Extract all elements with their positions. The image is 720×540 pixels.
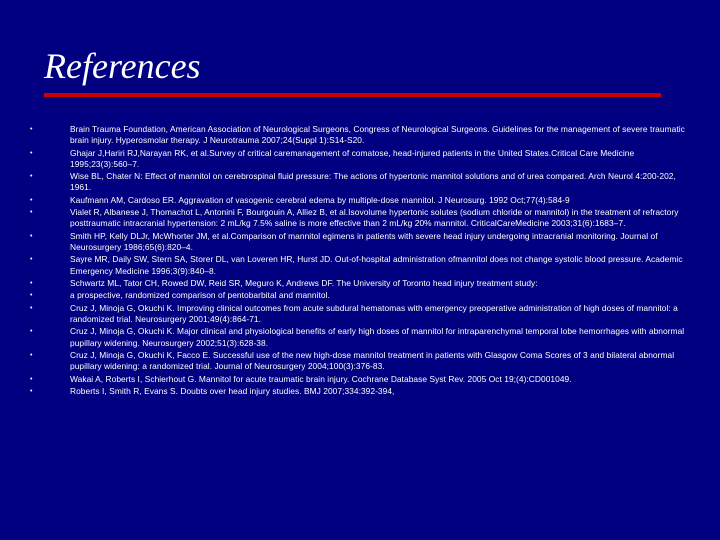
bullet-icon: •: [30, 256, 33, 264]
reference-text: Brain Trauma Foundation, American Association of Neurological Surgeons, Congress of Neurological Surgeons. Guidelines for the management of severe traumatic brain injury. Hyperosmolar therapy. J Neurotrauma 2007;24(Suppl 1):S14-S20.: [70, 124, 685, 146]
reference-text: Sayre MR, Daily SW, Stern SA, Storer DL, van Loveren HR, Hurst JD. Out-of-hospital administration ofmannitol does not change systolic blood pressure. Academic Emergency Medicine 1996;3(9):840–8.: [70, 254, 683, 276]
bullet-icon: •: [30, 387, 33, 395]
reference-text: Cruz J, Minoja G, Okuchi K, Facco E. Successful use of the new high-dose mannitol treatment in patients with Glasgow Coma Scores of 3 and bilateral abnormal pupillary widening: a randomized trial. Journal of Neurosurgery 2004;100(3):376-83.: [70, 349, 675, 372]
bullet-icon: •: [30, 209, 33, 217]
reference-text: Cruz J, Minoja G, Okuchi K. Improving clinical outcomes from acute subdural hematomas with emergency preoperative administration of high doses of mannitol: a randomized trial. Neurosurgery 2001;49(4):864-71.: [70, 302, 678, 324]
reference-item: [30, 124, 690, 146]
bullet-icon: •: [30, 149, 33, 157]
bullet-icon: •: [30, 173, 33, 181]
bullet-icon: •: [30, 126, 33, 133]
title-underline: [44, 93, 661, 97]
bullet-icon: •: [30, 292, 33, 300]
reference-text: Wakai A, Roberts I, Schierhout G. Mannitol for acute traumatic brain injury. Cochrane Database Syst Rev. 2005 Oct 19;(4):CD001049.: [70, 373, 572, 384]
reference-item: [30, 278, 690, 289]
slide-title: References: [44, 46, 201, 86]
reference-item: [30, 254, 690, 276]
bullet-icon: •: [30, 279, 33, 287]
bullet-icon: •: [30, 232, 33, 240]
reference-text: Ghajar J,Hariri RJ,Narayan RK, et al.Survey of critical caremanagement of comatose, head-injured patients in the United States.Critical Care Medicine 1995;23(3):560–7.: [70, 147, 635, 169]
reference-item: [30, 386, 690, 397]
reference-item: [30, 231, 690, 253]
reference-text: Schwartz ML, Tator CH, Rowed DW, Reid SR, Meguro K, Andrews DF. The University of Toronto head injury treatment study:: [70, 277, 538, 288]
reference-text: Wise BL, Chater N: Effect of mannitol on cerebrospinal fluid pressure: The actions of hypertonic mannitol solutions and of urea compared. Arch Neurol 4:200-202, 1961.: [70, 171, 676, 193]
reference-item: [30, 148, 690, 170]
reference-text: Smith HP, Kelly DLJr, McWhorter JM, et al.Comparison of mannitol egimens in patients with severe head injury undergoing intracranial monitoring. Journal of Neurosurgery 1986;65(6):820–4.: [70, 230, 658, 252]
reference-item: [30, 207, 690, 229]
reference-item: [30, 326, 690, 348]
reference-text: Roberts I, Smith R, Evans S. Doubts over head injury studies. BMJ 2007;334:392-394,: [70, 385, 395, 396]
bullet-icon: •: [30, 375, 33, 383]
bullet-icon: •: [30, 328, 33, 336]
reference-item: [30, 171, 690, 193]
reference-item: [30, 374, 690, 385]
reference-text: Vialet R, Albanese J, Thomachot L, Antonini F, Bourgouin A, Alliez B, et al.Isovolume hypertonic solutes (sodium chloride or mannitol) in the treatment of refractory posttraumatic intracranial hypertension: 2 mL/kg 7.5% saline is more effective than 2 mL/kg 20% mannitol. CriticalCareMedicine 2003;31(6):1683–7.: [70, 207, 679, 229]
reference-item: [30, 350, 690, 372]
reference-item: [30, 303, 690, 325]
reference-item: [30, 290, 690, 301]
reference-item: [30, 195, 690, 206]
reference-list: [30, 124, 690, 398]
reference-text: a prospective, randomized comparison of pentobarbital and mannitol.: [70, 290, 330, 301]
bullet-icon: •: [30, 304, 33, 312]
reference-text: Kaufmann AM, Cardoso ER. Aggravation of vasogenic cerebral edema by multiple-dose mannitol. J Neurosurg. 1992 Oct;77(4):584-9: [70, 194, 570, 205]
bullet-icon: •: [30, 351, 33, 359]
reference-text: Cruz J, Minoja G, Okuchi K. Major clinical and physiological benefits of early high doses of mannitol for intraparenchymal temporal lobe hemorrhages with abnormal pupillary widening. Neurosurgery 2002;51(3):628-38.: [70, 326, 685, 348]
bullet-icon: •: [30, 196, 33, 204]
